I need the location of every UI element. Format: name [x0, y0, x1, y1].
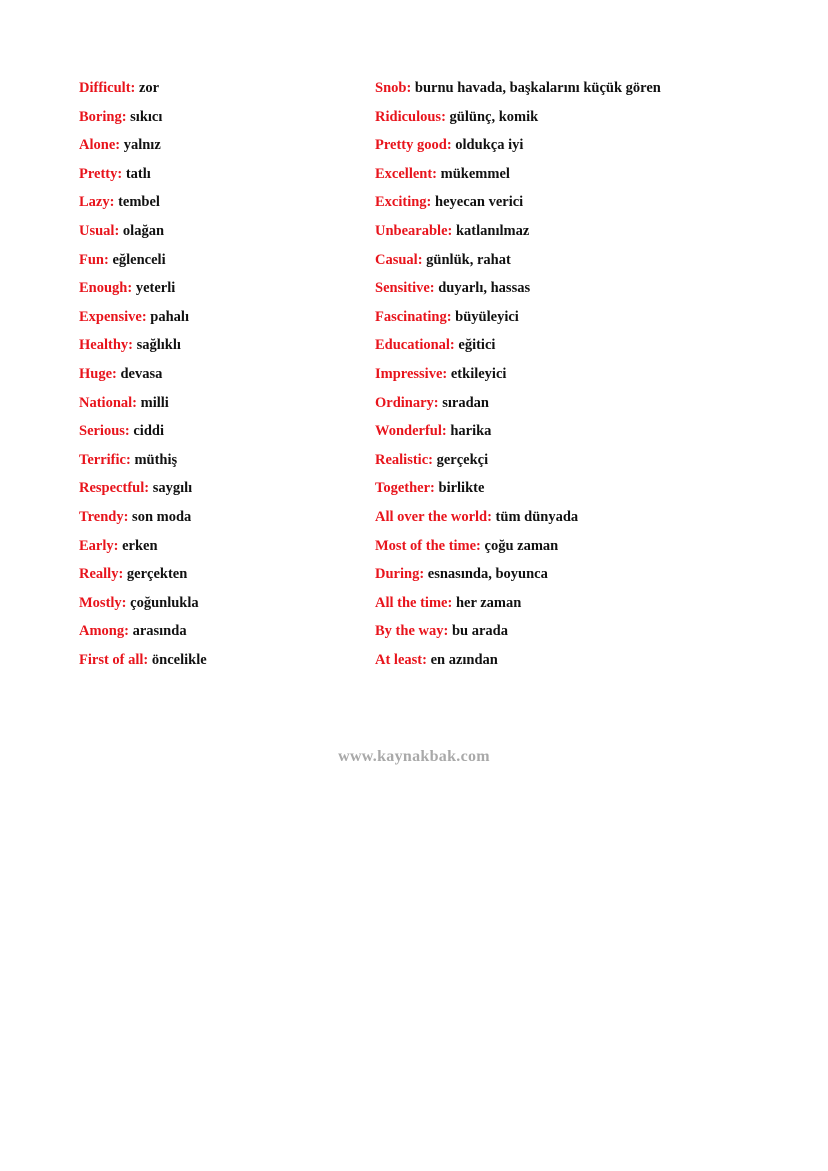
vocabulary-meaning: olağan [122, 222, 165, 239]
vocabulary-term: Mostly: [79, 594, 127, 611]
vocabulary-entry [375, 136, 661, 165]
vocabulary-entry [375, 565, 661, 594]
vocabulary-entry [375, 422, 661, 451]
vocabulary-term: Expensive: [79, 308, 147, 325]
vocabulary-entry [375, 594, 661, 623]
vocabulary-term: Serious: [79, 423, 130, 440]
vocabulary-entry [79, 451, 207, 480]
vocabulary-meaning: devasa [120, 365, 163, 382]
vocabulary-entry [79, 165, 207, 194]
vocabulary-meaning: öncelikle [151, 651, 207, 668]
right-vocabulary-column [375, 79, 661, 679]
vocabulary-meaning: yeterli [135, 280, 176, 297]
vocabulary-meaning: yalnız [123, 137, 161, 154]
vocabulary-term: Realistic: [375, 451, 433, 468]
vocabulary-term: Most of the time: [375, 537, 481, 554]
vocabulary-term: Sensitive: [375, 280, 435, 297]
vocabulary-meaning: en azından [430, 651, 498, 668]
vocabulary-meaning: duyarlı, hassas [438, 280, 531, 297]
vocabulary-entry [375, 365, 661, 394]
vocabulary-meaning: zor [139, 80, 160, 96]
vocabulary-entry [79, 308, 207, 337]
vocabulary-meaning: arasında [132, 623, 187, 640]
vocabulary-term: Usual: [79, 222, 120, 239]
vocabulary-entry [375, 251, 661, 280]
vocabulary-entry [79, 336, 207, 365]
vocabulary-entry [79, 193, 207, 222]
vocabulary-term: All over the world: [375, 508, 492, 525]
vocabulary-entry [375, 537, 661, 566]
vocabulary-meaning: heyecan verici [435, 194, 524, 211]
vocabulary-meaning: sağlıklı [136, 337, 181, 354]
vocabulary-entry [79, 394, 207, 423]
vocabulary-term: Pretty: [79, 165, 123, 182]
vocabulary-entry [79, 79, 207, 108]
vocabulary-meaning: mükemmel [440, 165, 510, 182]
vocabulary-term: At least: [375, 651, 427, 668]
vocabulary-term: Unbearable: [375, 222, 453, 239]
vocabulary-meaning: müthiş [134, 451, 178, 468]
vocabulary-meaning: pahalı [150, 308, 189, 325]
vocabulary-entry [79, 537, 207, 566]
vocabulary-term: National: [79, 394, 137, 411]
vocabulary-term: Respectful: [79, 480, 150, 497]
vocabulary-term: Educational: [375, 337, 455, 354]
vocabulary-meaning: milli [140, 394, 169, 411]
vocabulary-term: By the way: [375, 623, 449, 640]
vocabulary-meaning: katlanılmaz [455, 222, 530, 239]
vocabulary-entry [79, 251, 207, 280]
vocabulary-term: Among: [79, 623, 129, 640]
vocabulary-entry [79, 365, 207, 394]
vocabulary-term: Boring: [79, 108, 127, 125]
vocabulary-term: All the time: [375, 594, 453, 611]
vocabulary-meaning: gülünç, komik [449, 108, 539, 125]
vocabulary-term: Wonderful: [375, 423, 447, 440]
vocabulary-meaning: bu arada [451, 623, 508, 640]
vocabulary-term: Together: [375, 480, 435, 497]
vocabulary-entry [79, 565, 207, 594]
vocabulary-term: Terrific: [79, 451, 131, 468]
vocabulary-meaning: birlikte [438, 480, 485, 497]
vocabulary-meaning: esnasında, boyunca [427, 566, 548, 583]
vocabulary-entry [79, 594, 207, 623]
vocabulary-term: Pretty good: [375, 137, 452, 154]
vocabulary-term: Lazy: [79, 194, 115, 211]
vocabulary-meaning: etkileyici [450, 365, 507, 382]
vocabulary-meaning: ciddi [133, 423, 164, 440]
vocabulary-term: Early: [79, 537, 119, 554]
vocabulary-term: Alone: [79, 137, 121, 154]
vocabulary-meaning: sıradan [442, 394, 490, 411]
vocabulary-meaning: gerçekçi [436, 451, 489, 468]
vocabulary-entry [79, 651, 207, 680]
left-vocabulary-column [79, 79, 207, 679]
vocabulary-term: During: [375, 566, 425, 583]
vocabulary-entry [79, 479, 207, 508]
vocabulary-meaning: gerçekten [126, 566, 188, 583]
vocabulary-meaning: oldukça iyi [455, 137, 524, 154]
footer-watermark: www.kaynakbak.com [338, 748, 490, 765]
vocabulary-entry [79, 279, 207, 308]
vocabulary-entry [375, 394, 661, 423]
vocabulary-meaning: saygılı [152, 480, 193, 497]
vocabulary-entry [79, 622, 207, 651]
vocabulary-entry [375, 193, 661, 222]
vocabulary-term: Exciting: [375, 194, 432, 211]
vocabulary-meaning: her zaman [455, 594, 522, 611]
vocabulary-entry [79, 108, 207, 137]
vocabulary-meaning: çoğu zaman [484, 537, 559, 554]
vocabulary-entry [375, 622, 661, 651]
vocabulary-entry [375, 308, 661, 337]
vocabulary-meaning: eğitici [458, 337, 496, 354]
vocabulary-term: Snob: [375, 80, 412, 96]
vocabulary-meaning: tembel [118, 194, 160, 211]
vocabulary-meaning: tüm dünyada [495, 508, 579, 525]
vocabulary-term: Fascinating: [375, 308, 452, 325]
vocabulary-meaning: sıkıcı [130, 108, 163, 125]
vocabulary-meaning: çoğunlukla [130, 594, 199, 611]
vocabulary-term: Really: [79, 566, 124, 583]
vocabulary-entry [375, 508, 661, 537]
vocabulary-term: Ridiculous: [375, 108, 446, 125]
vocabulary-term: Casual: [375, 251, 423, 268]
vocabulary-term: Trendy: [79, 508, 129, 525]
vocabulary-meaning: burnu havada, başkalarını küçük gören [414, 80, 661, 96]
vocabulary-meaning: tatlı [125, 165, 151, 182]
vocabulary-term: Ordinary: [375, 394, 439, 411]
vocabulary-term: Excellent: [375, 165, 438, 182]
vocabulary-term: Huge: [79, 365, 117, 382]
vocabulary-meaning: erken [122, 537, 158, 554]
vocabulary-entry [79, 508, 207, 537]
vocabulary-meaning: büyüleyici [455, 308, 519, 325]
vocabulary-entry [79, 222, 207, 251]
vocabulary-meaning: eğlenceli [112, 251, 166, 268]
vocabulary-entry [375, 165, 661, 194]
vocabulary-entry [375, 651, 661, 680]
vocabulary-entry [79, 136, 207, 165]
vocabulary-meaning: günlük, rahat [426, 251, 511, 268]
vocabulary-term: Impressive: [375, 365, 448, 382]
vocabulary-term: First of all: [79, 651, 149, 668]
vocabulary-entry [375, 479, 661, 508]
vocabulary-meaning: harika [450, 423, 492, 440]
vocabulary-entry [79, 422, 207, 451]
vocabulary-term: Difficult: [79, 80, 136, 96]
vocabulary-meaning: son moda [132, 508, 192, 525]
vocabulary-entry [375, 79, 661, 108]
vocabulary-entry [375, 451, 661, 480]
vocabulary-term: Enough: [79, 280, 133, 297]
vocabulary-term: Healthy: [79, 337, 133, 354]
vocabulary-entry [375, 222, 661, 251]
vocabulary-term: Fun: [79, 251, 109, 268]
vocabulary-entry [375, 336, 661, 365]
vocabulary-entry [375, 108, 661, 137]
vocabulary-entry [375, 279, 661, 308]
